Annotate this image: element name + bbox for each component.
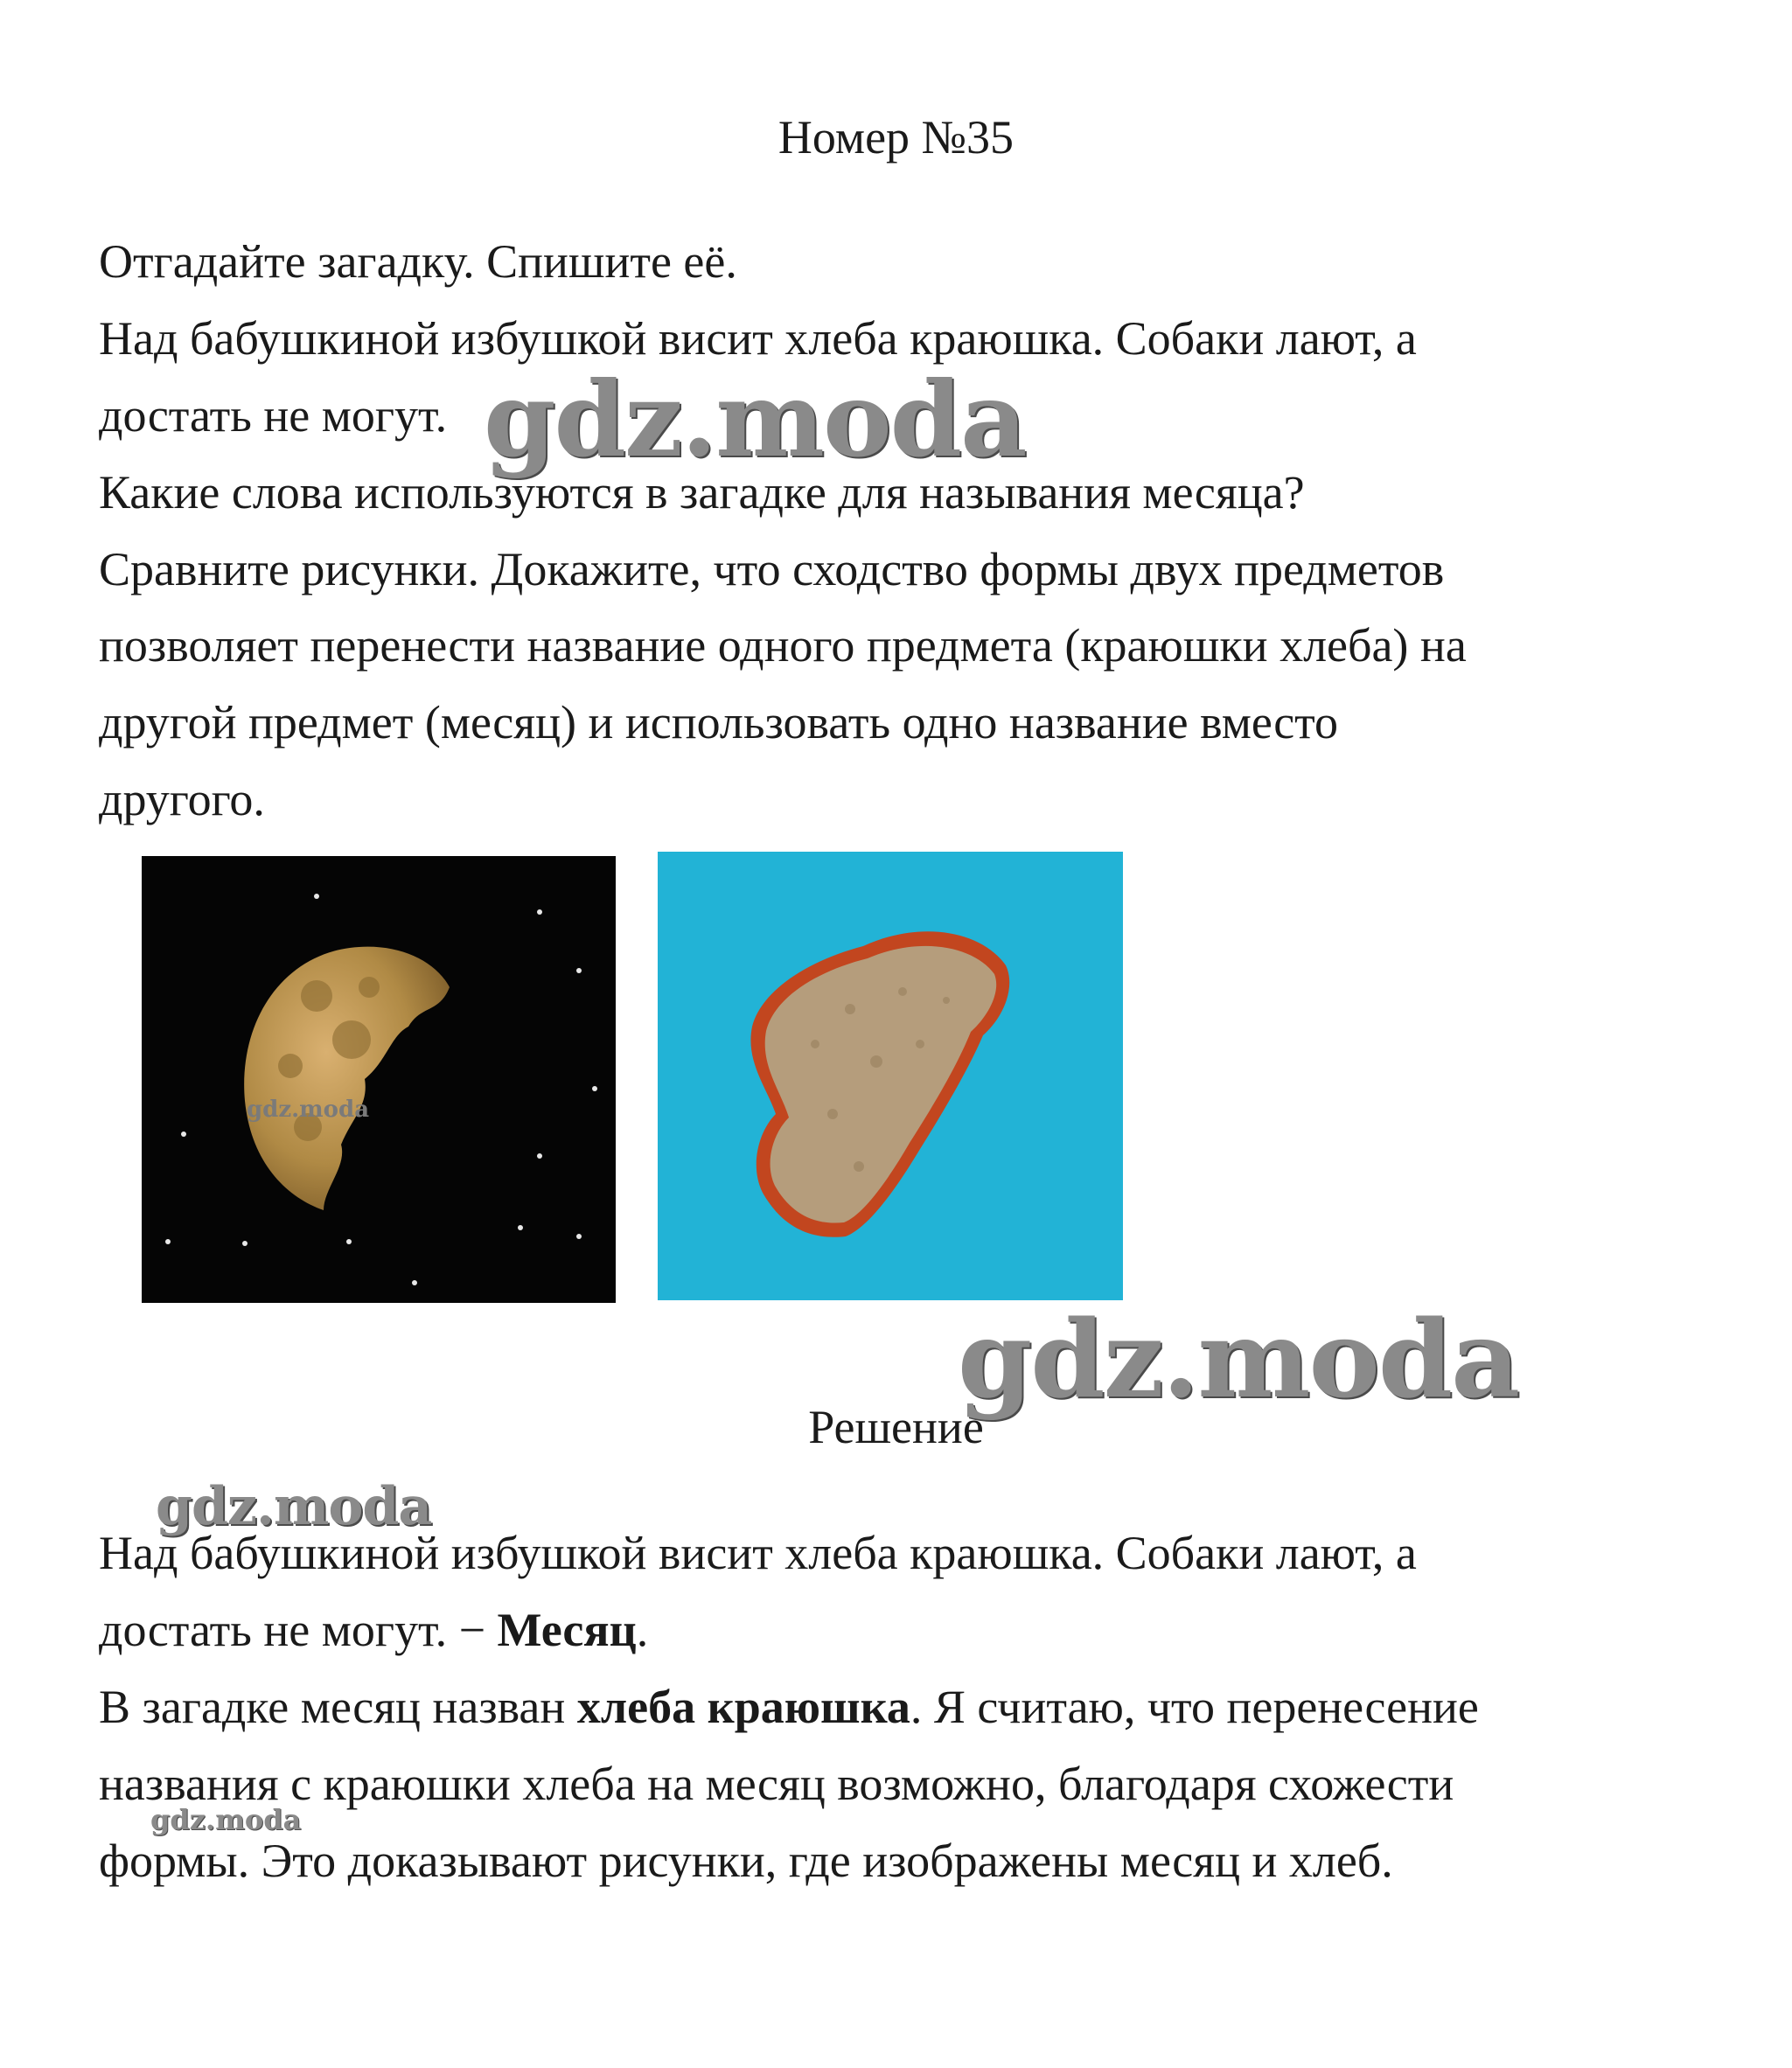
solution-line-2-end: .	[636, 1604, 649, 1656]
task-line-7: другой предмет (месяц) и использовать одно название вместо	[99, 696, 1339, 749]
solution-line-1: Над бабушкиной избушкой висит хлеба краюшка. Собаки лают, а	[99, 1527, 1417, 1579]
task-line-4: Какие слова используются в загадке для называния месяца?	[99, 466, 1305, 519]
answer-moon: Месяц	[497, 1604, 637, 1656]
watermark: gdz.moda	[156, 1476, 432, 1537]
solution-line-4: названия с краюшки хлеба на месяц возможно, благодаря схожести	[99, 1758, 1454, 1810]
solution-heading: Решение	[808, 1401, 984, 1453]
task-line-8: другого.	[99, 773, 265, 825]
task-line-3: достать не могут.	[99, 389, 448, 442]
page-title: Номер №35	[777, 111, 1015, 164]
task-line-2: Над бабушкиной избушкой висит хлеба краюшка. Собаки лают, а	[99, 312, 1417, 365]
watermark: gdz.moda	[484, 359, 1026, 480]
task-line-5: Сравните рисунки. Докажите, что сходство формы двух предметов	[99, 543, 1445, 595]
solution-line-5: формы. Это доказывают рисунки, где изображены месяц и хлеб.	[99, 1835, 1393, 1887]
moon-watermark: gdz.moda	[247, 1097, 370, 1123]
answer-bread-crust: хлеба краюшка	[576, 1681, 910, 1733]
watermark: gdz.moda	[958, 1296, 1519, 1422]
task-line-1: Отгадайте загадку. Спишите её.	[99, 235, 737, 288]
solution-line-3-start: В загадке месяц назван	[99, 1681, 577, 1733]
watermark: gdz.moda	[150, 1803, 302, 1836]
bread-picture	[658, 852, 1123, 1300]
solution-line-3	[99, 1676, 1479, 1737]
solution-line-2	[99, 1599, 648, 1661]
moon-picture	[142, 856, 616, 1303]
solution-line-2-text: достать не могут. −	[99, 1604, 498, 1656]
solution-line-3-end: . Я считаю, что перенесение	[910, 1681, 1479, 1733]
task-line-6: позволяет перенести название одного предмета (краюшки хлеба) на	[99, 619, 1467, 672]
